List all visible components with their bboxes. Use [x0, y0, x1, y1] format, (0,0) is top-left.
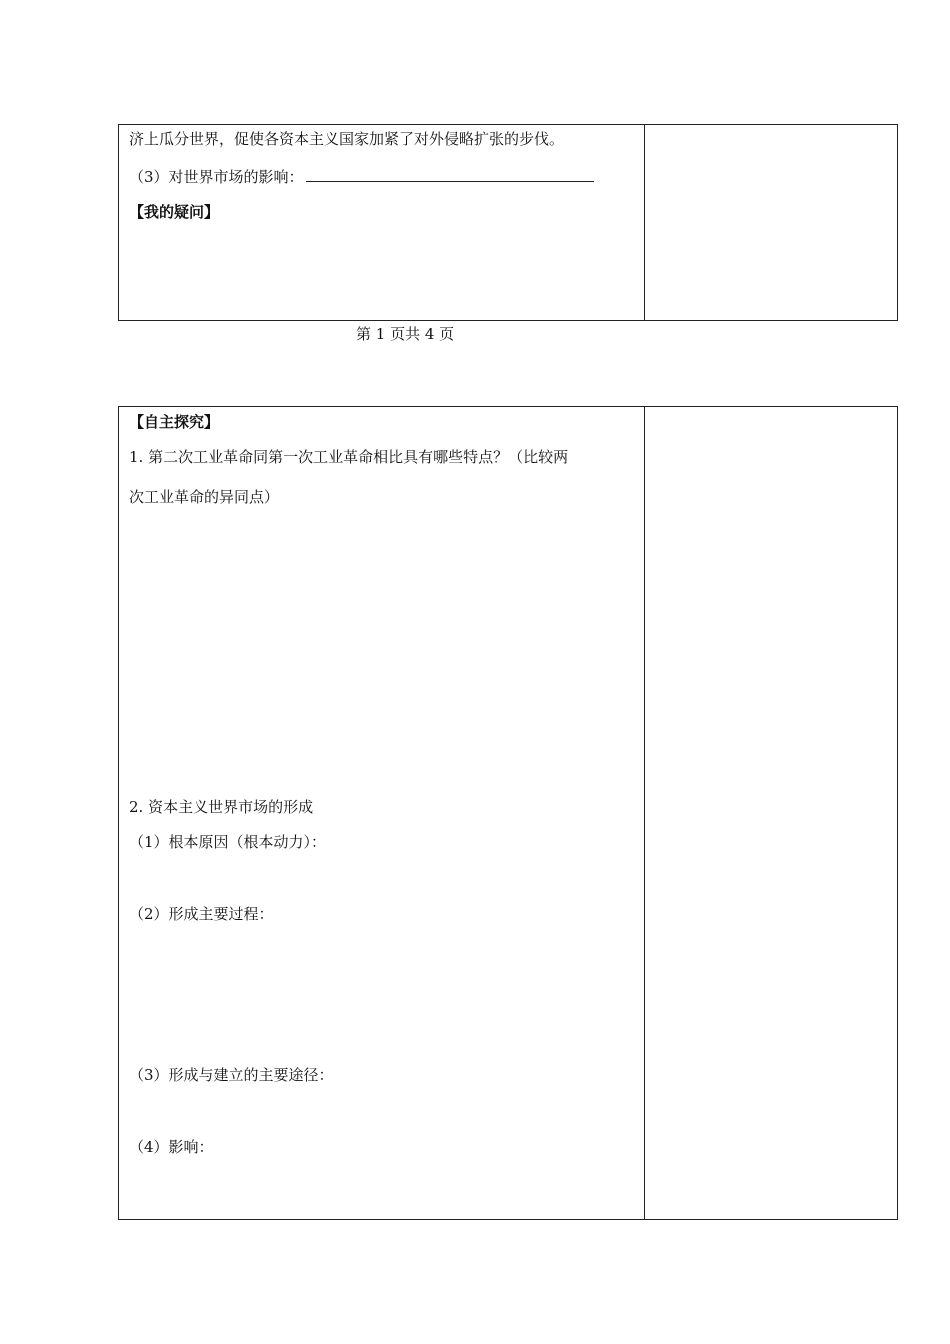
question-3-label: （3）对世界市场的影响： [129, 168, 304, 186]
text-line: 济上瓜分世界，促使各资本主义国家加紧了对外侵略扩张的步伐。 [129, 130, 565, 148]
page-footer: 第 1 页共 4 页 [356, 325, 455, 343]
column-divider [644, 125, 645, 320]
question-2: 2. 资本主义世界市场的形成 [129, 798, 314, 816]
question-3-influence [129, 167, 594, 187]
page2-table [118, 406, 898, 1220]
question-1-line2: 次工业革命的异同点） [129, 488, 280, 506]
page1-table [118, 124, 898, 321]
question-2-2: （2）形成主要过程： [129, 905, 274, 923]
self-exploration-heading: 【自主探究】 [129, 413, 220, 431]
column-divider [644, 407, 645, 1219]
answer-blank-line [306, 167, 594, 182]
question-2-4: （4）影响： [129, 1138, 214, 1156]
question-2-1: （1）根本原因（根本动力）： [129, 833, 327, 851]
question-2-3: （3）形成与建立的主要途径： [129, 1066, 334, 1084]
question-1-line1: 1. 第二次工业革命同第一次工业革命相比具有哪些特点？（比较两 [129, 448, 569, 466]
my-questions-heading: 【我的疑问】 [129, 203, 220, 221]
